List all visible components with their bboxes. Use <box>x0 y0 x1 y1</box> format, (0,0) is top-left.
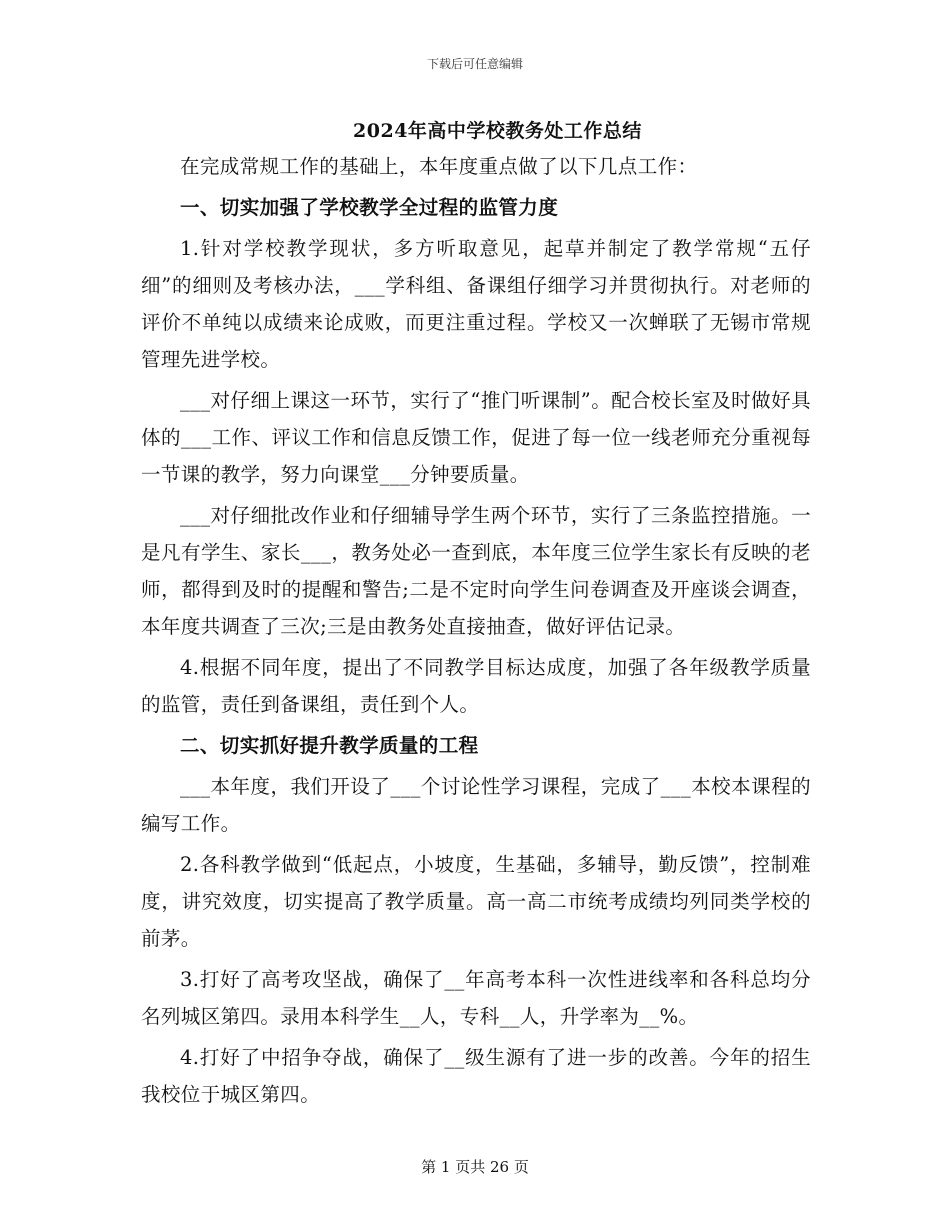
page-footer: 第 1 页共 26 页 <box>421 1158 529 1176</box>
section-heading-2: 二、切实抓好提升教学质量的工程 <box>180 734 479 757</box>
header-note: 下载后可任意编辑 <box>426 57 523 71</box>
document-body <box>141 148 811 1117</box>
paragraph: ___对仔细上课这一环节，实行了“推门听课制”。配合校长室及时做好具体的___工作、评议工作和信息反馈工作，促进了每一位一线老师充分重视每一节课的教学，努力向课堂___分钟要质量。 <box>141 389 811 486</box>
section-heading-1: 一、切实加强了学校教学全过程的监管力度 <box>180 196 559 219</box>
paragraph: 4.打好了中招争夺战，确保了__级生源有了进一步的改善。今年的招生我校位于城区第四。 <box>141 1046 811 1106</box>
paragraph: ___本年度，我们开设了___个讨论性学习课程，完成了___本校本课程的编写工作。 <box>141 775 811 835</box>
paragraph: ___对仔细批改作业和仔细辅导学生两个环节，实行了三条监控措施。一是凡有学生、家长___，教务处必一查到底，本年度三位学生家长有反映的老师，都得到及时的提醒和警告;二是不定时向学生问卷调查及开座谈会调查，本年度共调查了三次;三是由教务处直接抽查，做好评估记录。 <box>141 504 811 638</box>
paragraph: 3.打好了高考攻坚战，确保了__年高考本科一次性进线率和各科总均分名列城区第四。录用本科学生__人，专科__人，升学率为__%。 <box>141 968 811 1028</box>
paragraph: 4.根据不同年度，提出了不同教学目标达成度，加强了各年级教学质量的监管，责任到备课组，责任到个人。 <box>141 656 811 716</box>
document-title: 2024年高中学校教务处工作总结 <box>353 120 642 142</box>
paragraph: 2.各科教学做到“低起点，小坡度，生基础，多辅导，勤反馈”，控制难度，讲究效度，切实提高了教学质量。高一高二市统考成绩均列同类学校的前茅。 <box>141 853 811 950</box>
paragraph: 1.针对学校教学现状，多方听取意见，起草并制定了教学常规“五仔细”的细则及考核办法，___学科组、备课组仔细学习并贯彻执行。对老师的评价不单纯以成绩来论成败，而更注重过程。学校又一次蝉联了无锡市常规管理先进学校。 <box>141 237 811 371</box>
intro-paragraph: 在完成常规工作的基础上，本年度重点做了以下几点工作： <box>180 155 698 178</box>
